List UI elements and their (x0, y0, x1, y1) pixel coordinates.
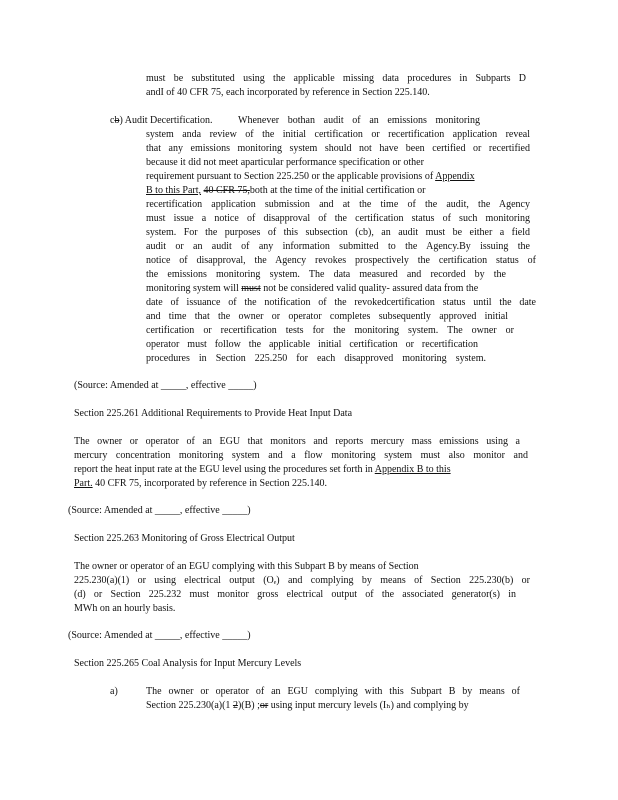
section-261-line-4 (74, 478, 327, 490)
audit-label-struck: b (114, 115, 120, 126)
section-263-line-4: MWh on an hourly basis. (74, 603, 176, 614)
audit-line-16: certification or recertification tests for the monitoring system. The owner or (146, 325, 514, 336)
audit-line-4: because it did not meet aparticular performance specification or other (146, 157, 424, 168)
source-note-1: (Source: Amended at _____, effective _____) (74, 380, 257, 391)
audit-label-letter: c (110, 115, 115, 126)
section-261-line-3 (74, 464, 451, 476)
section-263-line-2: 225.230(a)(1) or using electrical output (Oₑ) and complying by means of Section 225.230(b) or (74, 575, 530, 586)
audit-line-10: audit or an audit of any information submitted to the Agency.By issuing the (146, 241, 530, 252)
subsection-a-line-2-tail: using input mercury levels (Iₕ) and complying by (270, 700, 469, 711)
audit-line-13 (146, 283, 478, 295)
intro-line-1: must be substituted using the applicable missing data procedures in Subparts D (146, 73, 526, 84)
audit-line-11: notice of disapproval, the Agency revokes prospectively the certification status of (146, 255, 536, 266)
section-263-line-1: The owner or operator of an EGU complying with this Subpart B by means of Section (74, 561, 419, 572)
source-note-3: (Source: Amended at _____, effective _____) (68, 630, 251, 641)
section-261-line-4-inserted: Part. (74, 478, 93, 489)
section-265-heading: Section 225.265 Coal Analysis for Input Mercury Levels (74, 658, 302, 669)
audit-line-3: that any emissions monitoring system should not have been certified or recertified (146, 143, 530, 154)
audit-line-6 (146, 185, 425, 197)
audit-line-9: system. For the purposes of this subsection (cb), an audit must be either a field (146, 227, 530, 238)
audit-line-12: the emissions monitoring system. The data measured and recorded by the (146, 269, 506, 280)
audit-line-1: Whenever bothan audit of an emissions monitoring (238, 115, 480, 126)
subsection-a-line-2-struck-2: or (259, 700, 269, 711)
audit-line-5 (146, 171, 475, 183)
audit-line-6-inserted: B to this Part, (146, 185, 202, 196)
section-261-line-2: mercury concentration monitoring system and a flow monitoring system must also monitor and (74, 450, 528, 461)
subsection-a-line-2-struck-1: 2 (232, 700, 238, 711)
section-261-line-3-inserted: Appendix B to this (374, 464, 451, 475)
section-261-heading: Section 225.261 Additional Requirements to Provide Heat Input Data (74, 408, 353, 419)
audit-line-13-struck: must (241, 283, 261, 294)
section-261-line-4-text: 40 CFR 75, incorporated by reference in Section 225.140. (95, 478, 327, 489)
subsection-a-line-2-mid: )(B) ; (237, 700, 260, 711)
audit-line-2: system anda review of the initial certification or recertification application reveal (146, 129, 530, 140)
audit-line-5-text: requirement pursuant to Section 225.250 or the applicable provisions of (146, 171, 434, 182)
audit-line-7: recertification application submission and at the time of the audit, the Agency (146, 199, 530, 210)
audit-label-title: ) Audit Decertification. (119, 115, 213, 126)
audit-line-13-tail: not be considered valid quality- assured data from the (263, 283, 479, 294)
audit-label (110, 115, 212, 127)
section-263-line-3: (d) or Section 225.232 must monitor gross electrical output of the associated generator(s) in (74, 589, 516, 600)
source-note-2: (Source: Amended at _____, effective _____) (68, 505, 251, 516)
audit-line-14: date of issuance of the notification of the revokedcertification status until the date (146, 297, 536, 308)
audit-line-6-struck: 40 CFR 75, (203, 185, 250, 196)
subsection-a-line-1: The owner or operator of an EGU complying with this Subpart B by means of (146, 686, 520, 697)
section-261-line-3-text: report the heat input rate at the EGU level using the procedures set forth in (74, 464, 373, 475)
audit-line-8: must issue a notice of disapproval of the certification status of such monitoring (146, 213, 530, 224)
section-263-heading: Section 225.263 Monitoring of Gross Electrical Output (74, 533, 295, 544)
audit-line-13-text: monitoring system will (146, 283, 239, 294)
section-261-line-1: The owner or operator of an EGU that monitors and reports mercury mass emissions using a (74, 436, 520, 447)
audit-line-6-text: both at the time of the initial certification or (249, 185, 426, 196)
subsection-a-line-2 (146, 700, 469, 712)
audit-line-17: operator must follow the applicable initial certification or recertification (146, 339, 478, 350)
audit-line-18: procedures in Section 225.250 for each disapproved monitoring system. (146, 353, 486, 364)
subsection-a-label: a) (110, 686, 118, 697)
audit-line-15: and time that the owner or operator completes subsequently approved initial (146, 311, 508, 322)
intro-line-2: andI of 40 CFR 75, each incorporated by reference in Section 225.140. (146, 87, 430, 98)
audit-line-5-inserted: Appendix (435, 171, 475, 182)
subsection-a-line-2-text: Section 225.230(a)(1 (146, 700, 231, 711)
